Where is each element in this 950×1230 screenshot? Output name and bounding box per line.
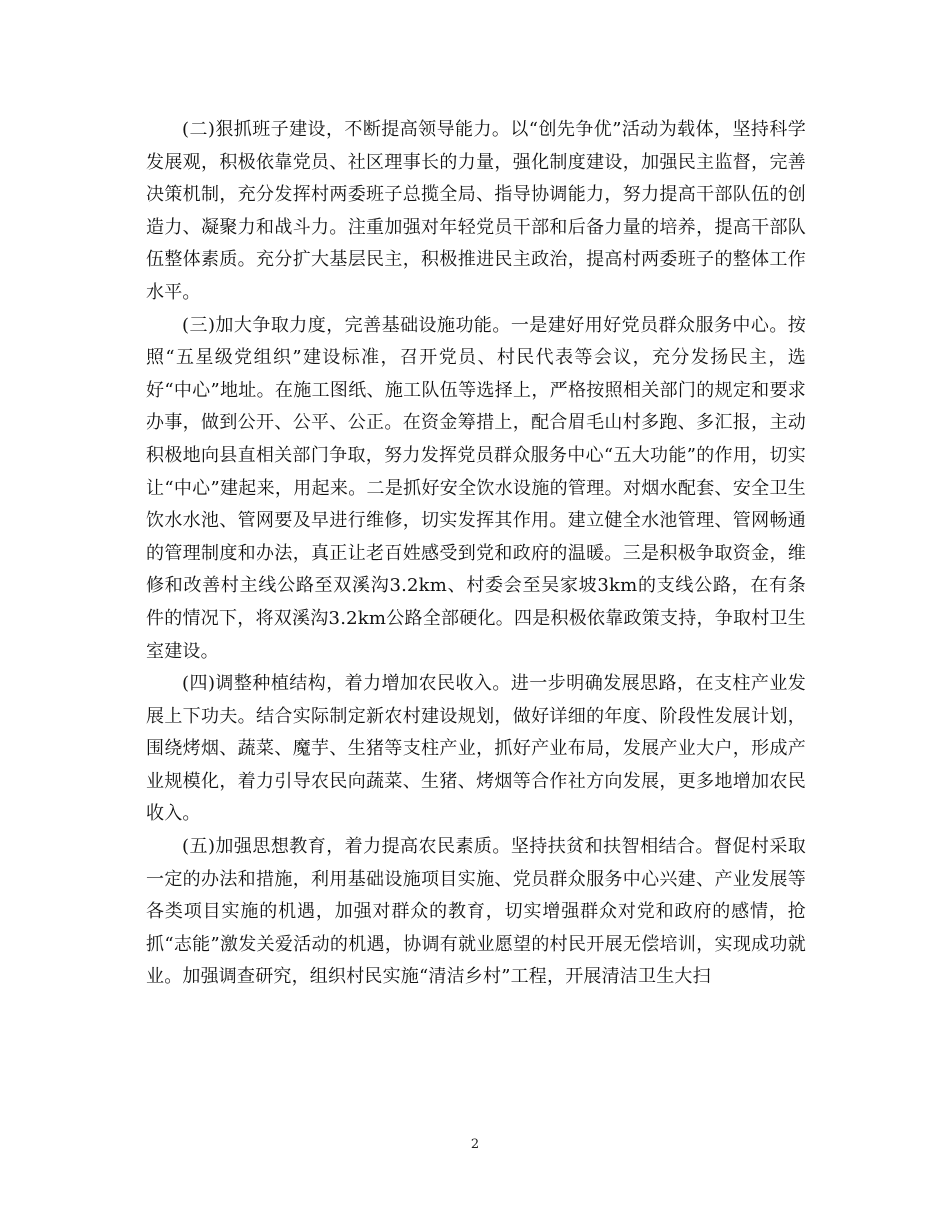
page-number: 2	[470, 1137, 480, 1152]
paragraph-section-5: (五)加强思想教育，着力提高农民素质。坚持扶贫和扶智相结合。督促村采取一定的办法和措施，利用基础设施项目实施、党员群众服务中心兴建、产业发展等各类项目实施的机遇，加强对群众的教育，切实增强群众对党和政府的感情，抢抓“志能”激发关爱活动的机遇，协调有就业愿望的村民开展无偿培训，实现成功就业。加强调查研究，组织村民实施“清洁乡村”工程，开展清洁卫生大扫	[146, 836, 806, 988]
paragraph-section-2: (二)狠抓班子建设，不断提高领导能力。以“创先争优”活动为载体，坚持科学发展观，积极依靠党员、社区理事长的力量，强化制度建设，加强民主监督，完善决策机制，充分发挥村两委班子总揽全局、指导协调能力，努力提高干部队伍的创造力、凝聚力和战斗力。注重加强对年轻党员干部和后备力量的培养，提高干部队伍整体素质。充分扩大基层民主，积极推进民主政治，提高村两委班子的整体工作水平。	[146, 119, 806, 303]
paragraph-section-3: (三)加大争取力度，完善基础设施功能。一是建好用好党员群众服务中心。按照“五星级党组织”建设标准，召开党员、村民代表等会议，充分发扬民主，选好“中心”地址。在施工图纸、施工队伍等选择上，严格按照相关部门的规定和要求办事，做到公开、公平、公正。在资金筹措上，配合眉毛山村多跑、多汇报，主动积极地向县直相关部门争取，努力发挥党员群众服务中心“五大功能”的作用，切实让“中心”建起来，用起来。二是抓好安全饮水设施的管理。对烟水配套、安全卫生饮水水池、管网要及早进行维修，切实发挥其作用。建立健全水池管理、管网畅通的管理制度和办法，真正让老百姓感受到党和政府的温暖。三是积极争取资金，维修和改善村主线公路至双溪沟3.2km、村委会至吴家坡3km的支线公路，在有条件的情况下，将双溪沟3.2km公路全部硬化。四是积极依靠政策支持，争取村卫生室建设。	[146, 314, 806, 662]
paragraph-section-4: (四)调整种植结构，着力增加农民收入。进一步明确发展思路，在支柱产业发展上下功夫。结合实际制定新农村建设规划，做好详细的年度、阶段性发展计划，围绕烤烟、蔬菜、魔芋、生猪等支柱产业，抓好产业布局，发展产业大户，形成产业规模化，着力引导农民向蔬菜、生猪、烤烟等合作社方向发展，更多地增加农民收入。	[146, 673, 806, 825]
document-body	[146, 114, 806, 994]
